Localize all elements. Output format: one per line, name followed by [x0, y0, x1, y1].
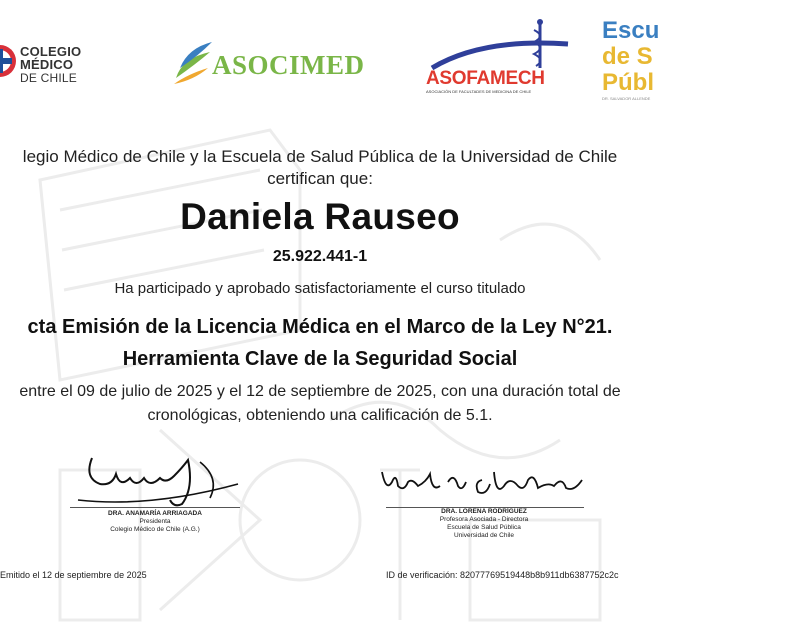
asofamech-wordmark: ASOFAMECH — [426, 68, 545, 89]
signature-left-role2: Colegio Médico de Chile (A.G.) — [110, 526, 200, 533]
course-title — [0, 311, 800, 375]
signature-left-role1: Presidenta — [139, 518, 171, 525]
asofamech-caduceus-icon — [422, 18, 574, 70]
course-title-line2: Herramienta Clave de la Seguridad Social — [122, 348, 518, 370]
participation-statement: Ha participado y aprobado satisfactoriamente el curso titulado — [114, 280, 526, 297]
dates-line1: entre el 09 de julio de 2025 y el 12 de septiembre de 2025, con una duración total de — [19, 383, 621, 400]
signature-right-role2: Escuela de Salud Pública — [447, 524, 521, 531]
signature-right-block — [378, 452, 590, 540]
verification-id[interactable]: ID de verificación: 82077769519448b8b911db6387752c2c — [386, 570, 619, 580]
recipient-name: Daniela Rauseo — [180, 196, 460, 237]
certificate-intro — [0, 146, 800, 190]
signature-left-name: DRA. ANAMARÍA ARRIAGADA — [108, 510, 202, 517]
dates-line2: cronológicas, obteniendo una calificación de 5.1. — [147, 407, 493, 424]
signature-right-role1: Profesora Asociada - Directora — [439, 516, 529, 523]
signature-right-line — [386, 507, 584, 508]
signature-left-image — [70, 448, 240, 510]
intro-line1: legio Médico de Chile y la Escuela de Salud Pública de la Universidad de Chile — [22, 147, 618, 166]
signature-right-name: DRA. LORENA RODRÍGUEZ — [441, 508, 527, 515]
colegio-medico-line2: DE CHILE — [20, 71, 77, 85]
colegio-medico-emblem-icon — [0, 43, 18, 79]
escuela-salud-publica-logo — [598, 18, 658, 104]
signature-left-block — [70, 448, 240, 534]
signature-right-role3: Universidad de Chile — [454, 532, 514, 539]
escuela-line1: Escu — [602, 17, 660, 44]
colegio-medico-line1: COLEGIO MÉDICO — [20, 44, 82, 72]
course-dates-statement — [0, 380, 800, 428]
asocimed-leaf-icon — [172, 38, 214, 86]
colegio-medico-logo — [0, 36, 132, 86]
asocimed-wordmark: ASOCIMED — [212, 50, 365, 80]
recipient-id: 25.922.441-1 — [272, 248, 368, 265]
escuela-subtitle: DR. SALVADOR ALLENDE — [602, 96, 651, 101]
escuela-line2: de S — [602, 43, 653, 70]
course-title-line1: cta Emisión de la Licencia Médica en el Marco de la Ley N°21. — [27, 316, 613, 338]
signature-right-image — [378, 452, 590, 508]
signature-left-line — [70, 507, 240, 508]
escuela-line3: Públ — [602, 69, 654, 96]
asofamech-subtitle: ASOCIACIÓN DE FACULTADES DE MEDICINA DE CHILE — [426, 89, 532, 94]
asocimed-logo — [172, 36, 392, 88]
asofamech-logo — [422, 18, 574, 100]
issue-date: Emitido el 12 de septiembre de 2025 — [0, 570, 147, 580]
intro-line2: certifican que: — [267, 169, 373, 188]
